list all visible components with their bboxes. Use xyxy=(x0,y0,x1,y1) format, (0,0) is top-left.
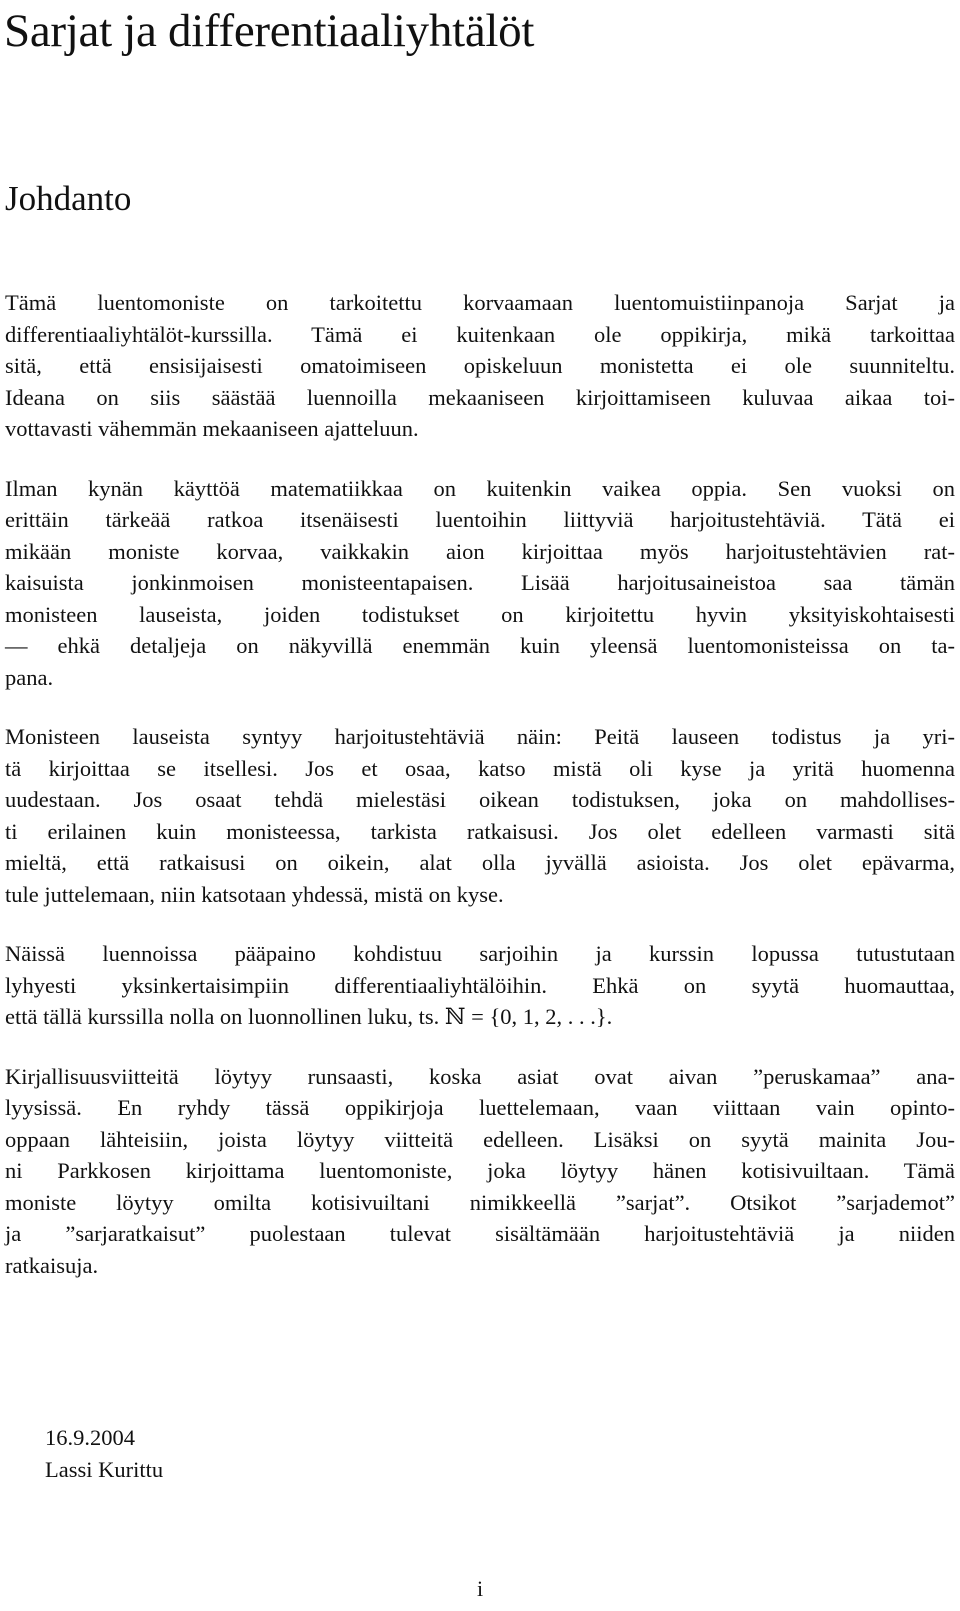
text-line: Näissä luennoissa pääpaino kohdistuu sarjoihin ja kurssin lopussa tutustutaan xyxy=(5,941,955,966)
section-heading: Johdanto xyxy=(5,179,132,218)
paragraph xyxy=(5,938,955,1033)
text-line: moniste löytyy omilta kotisivuiltani nimikkeellä ”sarjat”. Otsikot ”sarjademot” xyxy=(5,1189,955,1215)
signature-author: Lassi Kurittu xyxy=(45,1457,164,1482)
text-line: ratkaisuja. xyxy=(5,1252,99,1278)
text-line: Ideana on siis säästää luennoilla mekaaniseen kirjoittamiseen kuluvaa aikaa toi- xyxy=(5,384,955,410)
paragraph xyxy=(5,287,955,445)
text-line: ti erilainen kuin monisteessa, tarkista ratkaisusi. Jos olet edelleen varmasti sitä xyxy=(5,818,955,844)
text-line: mikään moniste korvaa, vaikkakin aion kirjoittaa myös harjoitustehtävien rat- xyxy=(5,538,955,564)
text-line: että tällä kurssilla nolla on luonnollinen luku, ts. ℕ = {0, 1, 2, . . .}. xyxy=(5,1004,613,1029)
text-line: oppaan lähteisiin, joista löytyy viitteitä edelleen. Lisäksi on syytä mainita Jou- xyxy=(5,1126,955,1152)
text-line: mieltä, että ratkaisusi on oikein, alat olla jyvällä asioista. Jos olet epävarma, xyxy=(5,850,955,875)
paragraph xyxy=(5,473,955,694)
text-line: pana. xyxy=(5,664,54,690)
text-line: kaisuista jonkinmoisen monisteentapaisen. Lisää harjoitusaineistoa saa tämän xyxy=(5,570,955,595)
paragraph xyxy=(5,721,955,910)
document-title: Sarjat ja differentiaaliyhtälöt xyxy=(4,5,535,57)
text-line: uudestaan. Jos osaat tehdä mielestäsi oikean todistuksen, joka on mahdollises- xyxy=(5,787,955,812)
text-line: tule juttelemaan, niin katsotaan yhdessä, mistä on kyse. xyxy=(5,881,504,907)
text-line: erittäin tärkeää ratkoa itsenäisesti luentoihin liittyviä harjoitustehtäviä. Tätä ei xyxy=(5,507,955,532)
signature-date: 16.9.2004 xyxy=(45,1425,135,1450)
text-line: monisteen lauseista, joiden todistukset on kirjoitettu hyvin yksityiskohtaisesti xyxy=(5,601,955,627)
paragraph xyxy=(5,1061,955,1282)
text-line: lyysissä. En ryhdy tässä oppikirjoja luettelemaan, vaan viittaan vain opinto- xyxy=(5,1095,955,1120)
signature-block xyxy=(45,1422,163,1486)
text-line: Monisteen lauseista syntyy harjoitustehtäviä näin: Peitä lauseen todistus ja yri- xyxy=(5,724,955,749)
text-line: Kirjallisuusviitteitä löytyy runsaasti, koska asiat ovat aivan ”peruskamaa” ana- xyxy=(5,1063,955,1089)
text-line: — ehkä detaljeja on näkyvillä enemmän kuin yleensä luentomonisteissa on ta- xyxy=(5,633,955,658)
text-line: tä kirjoittaa se itsellesi. Jos et osaa, katso mistä oli kyse ja yritä huomenna xyxy=(5,755,955,781)
text-line: sitä, että ensisijaisesti omatoimiseen opiskeluun monistetta ei ole suunniteltu. xyxy=(5,353,955,378)
text-line: vottavasti vähemmän mekaaniseen ajatteluun. xyxy=(5,416,419,441)
text-line: lyhyesti yksinkertaisimpiin differentiaaliyhtälöihin. Ehkä on syytä huomauttaa, xyxy=(5,972,955,998)
text-line: ja ”sarjaratkaisut” puolestaan tulevat sisältämään harjoitustehtäviä ja niiden xyxy=(5,1221,955,1246)
text-line: ni Parkkosen kirjoittama luentomoniste, joka löytyy hänen kotisivuiltaan. Tämä xyxy=(5,1158,955,1183)
page-number: i xyxy=(476,1576,484,1601)
text-line: Ilman kynän käyttöä matematiikkaa on kuitenkin vaikea oppia. Sen vuoksi on xyxy=(5,475,955,501)
text-line: Tämä luentomoniste on tarkoitettu korvaamaan luentomuistiinpanoja Sarjat ja xyxy=(5,290,955,315)
text-line: differentiaaliyhtälöt-kurssilla. Tämä ei kuitenkaan ole oppikirja, mikä tarkoittaa xyxy=(5,321,955,347)
document-body xyxy=(5,287,955,1309)
